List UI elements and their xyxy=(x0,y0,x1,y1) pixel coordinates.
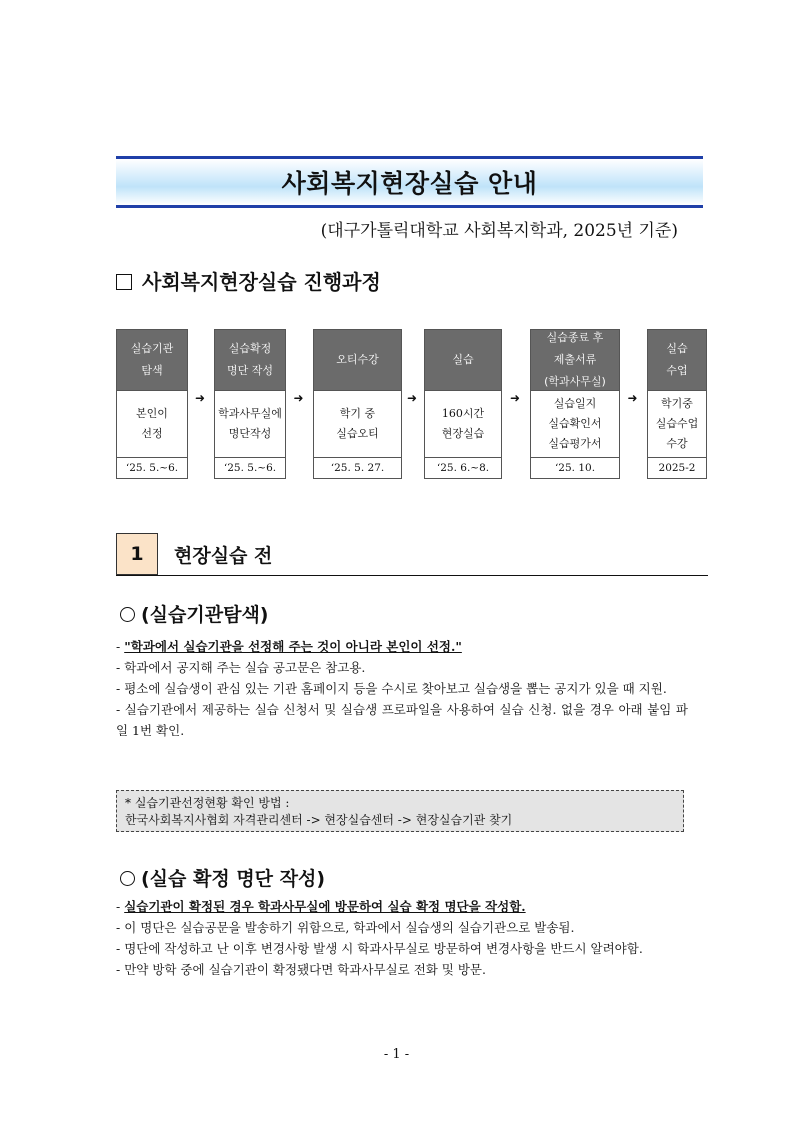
process-step-body: 학과사무실에 명단작성 xyxy=(218,407,282,440)
page-number: - 1 - xyxy=(383,1047,410,1062)
process-step xyxy=(424,329,502,479)
process-step-date: ‘25. 10. xyxy=(531,457,619,478)
process-step-date: ‘25. 6.~8. xyxy=(425,457,501,478)
note-line-1: * 실습기관선정현황 확인 방법 : xyxy=(125,796,290,810)
process-step xyxy=(313,329,402,479)
process-step-date: ‘25. 5.~6. xyxy=(117,457,187,478)
block1-heading-text: (실습기관탐색) xyxy=(141,604,269,626)
flow-arrow-icon: ➜ xyxy=(407,391,418,405)
page-title: 사회복지현장실습 안내 xyxy=(281,169,538,198)
flow-arrow-icon: ➜ xyxy=(293,391,304,405)
block2-line-2: - 명단에 작성하고 난 이후 변경사항 발생 시 학과사무실로 방문하여 변경사항을 반드시 알려야함. xyxy=(116,941,643,956)
process-step-body: 160시간 현장실습 xyxy=(441,407,485,440)
title-banner xyxy=(116,156,703,208)
process-section-heading xyxy=(116,266,381,295)
note-line-2: 한국사회복지사협회 자격관리센터 -> 현장실습센터 -> 현장실습기관 찾기 xyxy=(125,813,513,827)
block2-line-3: - 만약 방학 중에 실습기관이 확정됐다면 학과사무실로 전화 및 방문. xyxy=(116,962,486,977)
process-heading-text: 사회복지현장실습 진행과정 xyxy=(142,270,381,294)
flow-arrow-icon: ➜ xyxy=(627,391,638,405)
process-step-head: 실습기관 탐색 xyxy=(117,330,187,391)
process-step xyxy=(214,329,286,479)
section-number: 1 xyxy=(116,533,158,575)
section-title: 현장실습 전 xyxy=(174,545,273,567)
checkbox-square-icon xyxy=(116,274,132,290)
block1-line-0: - "학과에서 실습기관을 선정해 주는 것이 아니라 본인이 선정." xyxy=(116,639,462,654)
process-step xyxy=(647,329,707,479)
section-1-bar xyxy=(116,533,708,576)
process-step-date: ‘25. 5.~6. xyxy=(215,457,285,478)
process-step-body: 학기중 실습수업 수강 xyxy=(655,397,699,450)
process-step-head: 실습확정 명단 작성 xyxy=(215,330,285,391)
process-step xyxy=(116,329,188,479)
block2-line-0: - 실습기관이 확정된 경우 학과사무실에 방문하여 실습 확정 명단을 작성함. xyxy=(116,899,526,914)
process-step xyxy=(530,329,620,479)
process-step-head: 실습 수업 xyxy=(648,330,706,391)
block1-text xyxy=(116,636,688,741)
flow-arrow-icon: ➜ xyxy=(195,391,206,405)
process-step-body: 학기 중 실습오티 xyxy=(336,407,379,440)
subtitle: (대구가톨릭대학교 사회복지학과, 2025년 기준) xyxy=(320,221,678,241)
block2-heading xyxy=(120,864,325,891)
flow-arrow-icon: ➜ xyxy=(510,391,521,405)
circle-bullet-icon xyxy=(120,871,135,886)
circle-bullet-icon xyxy=(120,607,135,622)
process-step-date: 2025-2 xyxy=(648,457,706,478)
block2-text xyxy=(116,896,688,980)
block1-heading xyxy=(120,600,269,627)
note-box xyxy=(116,790,684,832)
process-step-date: ‘25. 5. 27. xyxy=(314,457,401,478)
process-step-head: 실습 xyxy=(425,330,501,391)
process-flow xyxy=(116,329,708,479)
block1-line-3: - 실습기관에서 제공하는 실습 신청서 및 실습생 프로파일을 사용하여 실습 신청. 없을 경우 아래 붙임 파일 1번 확인. xyxy=(116,702,688,738)
process-step-body: 본인이 선정 xyxy=(136,407,168,440)
process-step-body: 실습일지 실습확인서 실습평가서 xyxy=(548,397,602,450)
block1-line-1: - 학과에서 공지해 주는 실습 공고문은 참고용. xyxy=(116,660,366,675)
block1-line-2: - 평소에 실습생이 관심 있는 기관 홈페이지 등을 수시로 찾아보고 실습생을 뽑는 공지가 있을 때 지원. xyxy=(116,681,667,696)
block2-heading-text: (실습 확정 명단 작성) xyxy=(141,868,326,890)
process-step-head: 오티수강 xyxy=(314,330,401,391)
block2-line-1: - 이 명단은 실습공문을 발송하기 위함으로, 학과에서 실습생의 실습기관으로 발송됨. xyxy=(116,920,575,935)
process-step-head: 실습종료 후 제출서류 (학과사무실) xyxy=(531,330,619,391)
